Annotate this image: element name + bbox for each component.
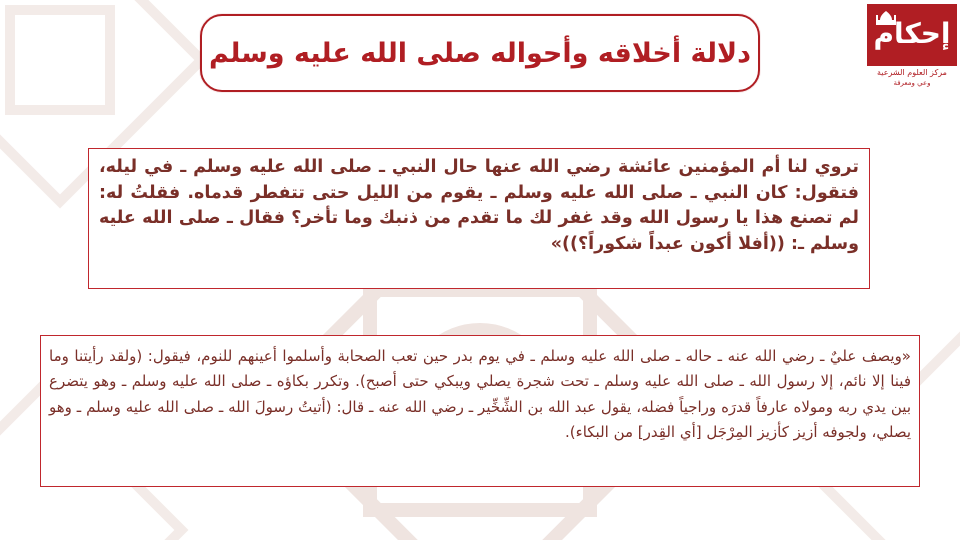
ali-hadith-text: «ويصف عليٌ ـ رضي الله عنه ـ حاله ـ صلى الله عليه وسلم ـ في يوم بدر حين تعب الصحابة وأسلموا أعينهم للنوم، فيقول: (ولقد رأيتنا وما فينا إلا نائم، إلا رسول الله ـ صلى الله عليه وسلم ـ تحت شجرة يصلي ويبكي حتى أصبح). وتكرر بكاؤه ـ صلى الله عليه وسلم ـ وهو يتضرع بين يدي ربه ومولاه عارفاً قدرَه وراجياً فضله، يقول عبد الله بن الشِّخِّير ـ رضي الله عنه ـ قال: (أتيتُ رسولَ الله ـ صلى الله عليه وسلم ـ وهو يصلي، ولجوفه أزيز كأزيز المِرْجَل [أي القِدر] من البكاء). xyxy=(49,347,911,442)
aisha-hadith-box xyxy=(88,148,870,289)
aisha-hadith-text: تروي لنا أم المؤمنين عائشة رضي الله عنها حال النبي ـ صلى الله عليه وسلم ـ في ليله، فتقول: كان النبي ـ صلى الله عليه وسلم ـ يقوم من الليل حتى تتفطر قدماه. فقلتُ له: لم تصنع هذا يا رسول الله وقد غفر لك ما تقدم من ذنبك وما تأخر؟ فقال ـ صلى الله عليه وسلم ـ: ((أفلا أكون عبداً شكوراً؟))» xyxy=(99,157,859,254)
ali-hadith-box xyxy=(40,335,920,487)
page-title: دلالة أخلاقه وأحواله صلى الله عليه وسلم xyxy=(209,37,751,69)
title-banner xyxy=(200,14,760,92)
logo-tagline: وعي ومعرفة xyxy=(893,79,931,87)
logo-wordmark: إحكام xyxy=(873,17,951,50)
brand-logo xyxy=(867,4,957,86)
logo-subtitle: مركز العلوم الشرعية xyxy=(877,68,947,77)
